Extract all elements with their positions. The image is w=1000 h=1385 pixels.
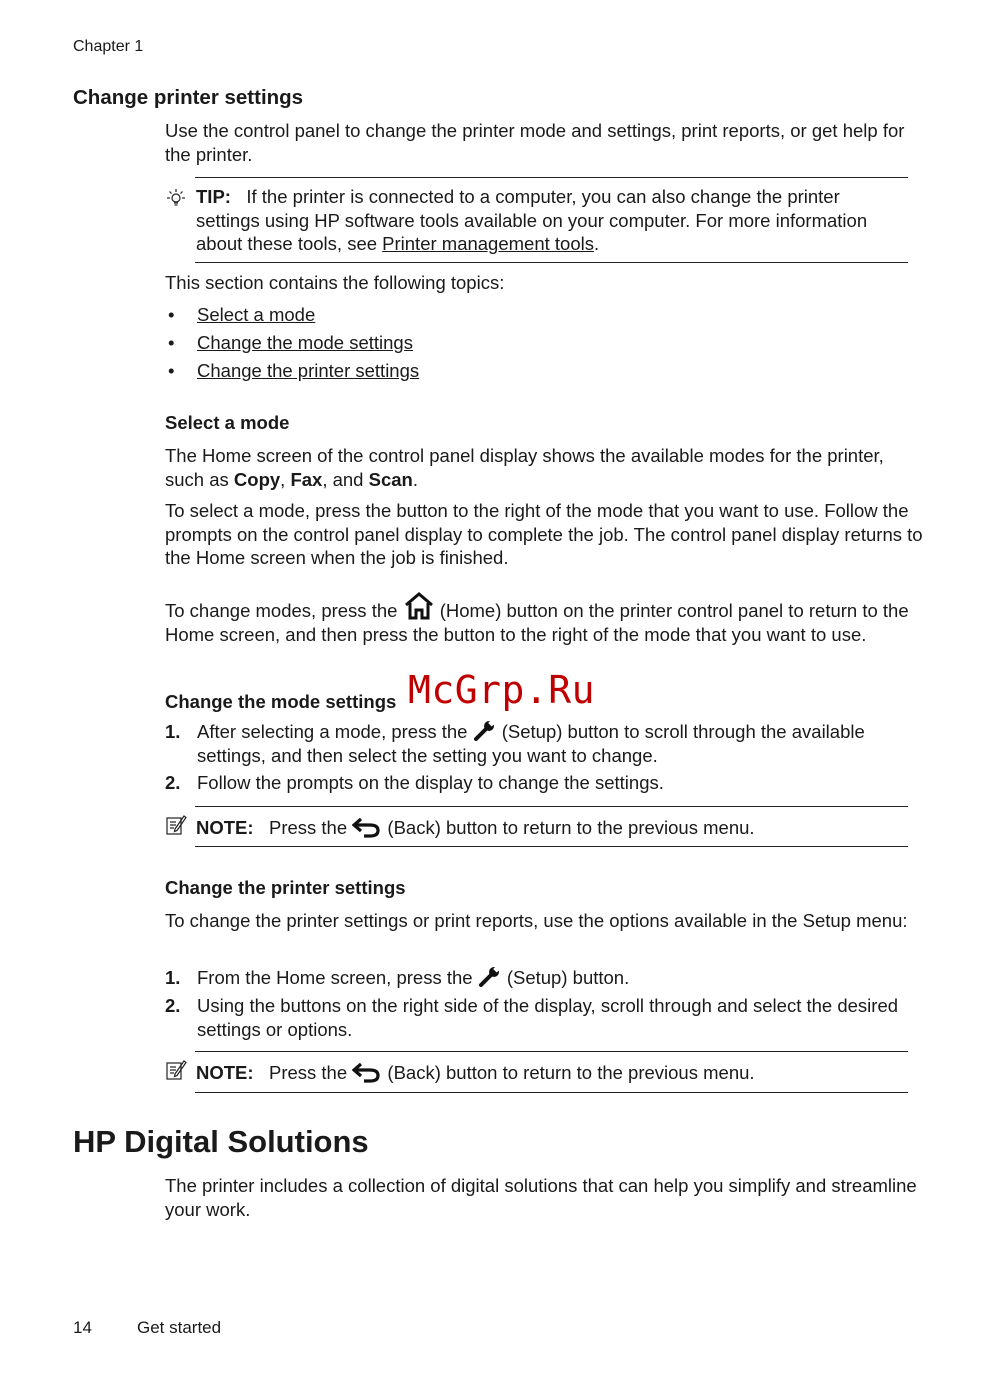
- tip-bottom-rule: [195, 262, 908, 263]
- topic-link-change-mode-settings[interactable]: Change the mode settings: [197, 332, 413, 353]
- tip-block: [196, 185, 908, 256]
- bullet: •: [168, 332, 175, 353]
- step-number: 2.: [165, 995, 181, 1016]
- note-label: NOTE:: [196, 1062, 254, 1083]
- topics-intro: This section contains the following topics:: [165, 272, 505, 293]
- back-arrow-icon: [352, 1061, 382, 1083]
- lightbulb-icon: [165, 188, 187, 210]
- tip-end: .: [594, 233, 600, 254]
- note-top-rule: [195, 806, 908, 807]
- chapter-label: Chapter 1: [73, 38, 144, 55]
- wrench-icon: [473, 720, 497, 742]
- fax-mode: Fax: [290, 468, 323, 490]
- digital-solutions-intro: The printer includes a collection of digital solutions that can help you simplify and streamline your work.: [165, 1175, 917, 1220]
- topic-link-change-printer-settings[interactable]: Change the printer settings: [197, 360, 420, 381]
- printer-settings-intro: To change the printer settings or print reports, use the options available in the Setup menu:: [165, 910, 908, 931]
- select-mode-p2: To select a mode, press the button to the right of the mode that you want to use. Follow the prompts on the control panel display to complete the job. The control panel display returns to the Home screen when the job is finished.: [165, 500, 923, 568]
- printer-step-1: From the Home screen, press the (Setup) button.: [197, 967, 630, 988]
- section-title: Change printer settings: [73, 86, 304, 109]
- printer-settings-title: Change the printer settings: [165, 877, 406, 898]
- tip-top-rule: [195, 177, 908, 178]
- printer-management-tools-link[interactable]: Printer management tools: [382, 233, 594, 254]
- step-number: 1.: [165, 721, 181, 742]
- note-block: NOTE: Press the (Back) button to return to the previous menu.: [196, 1062, 755, 1083]
- copy-mode: Copy: [233, 468, 281, 490]
- bullet: •: [168, 360, 175, 381]
- footer-section: Get started: [137, 1318, 222, 1337]
- note-label: NOTE:: [196, 817, 254, 838]
- back-arrow-icon: [352, 816, 382, 838]
- note-bottom-rule: [195, 846, 908, 847]
- tip-text: If the printer is connected to a computer, you can also change the printer settings using HP software tools available on your computer. For more information about these tools, see: [196, 186, 868, 254]
- printer-step-2: Using the buttons on the right side of the display, scroll through and select the desired settings or options.: [197, 995, 899, 1040]
- tip-label: TIP:: [196, 186, 231, 207]
- select-mode-title: Select a mode: [165, 412, 290, 433]
- note-block: NOTE: Press the (Back) button to return to the previous menu.: [196, 817, 755, 838]
- step-number: 1.: [165, 967, 181, 988]
- select-mode-p1: The Home screen of the control panel display shows the available modes for the printer, such as Copy, Fax, and Scan.: [165, 445, 884, 490]
- mode-step-1: After selecting a mode, press the (Setup) button to scroll through the available settings, and then select the setting you want to change.: [197, 721, 865, 766]
- watermark: McGrp.Ru: [408, 668, 596, 712]
- note-top-rule: [195, 1051, 908, 1052]
- mode-step-2: Follow the prompts on the display to change the settings.: [197, 772, 664, 793]
- mode-settings-title: Change the mode settings: [165, 691, 397, 712]
- page-number: 14: [73, 1318, 92, 1337]
- select-mode-p3: To change modes, press the (Home) button on the printer control panel to return to the Home screen, and then press the button to the right of the mode that you want to use.: [165, 591, 925, 646]
- note-pencil-icon: [165, 814, 187, 836]
- scan-mode: Scan: [368, 468, 413, 490]
- step-number: 2.: [165, 772, 181, 793]
- note-pencil-icon: [165, 1059, 187, 1081]
- note-bottom-rule: [195, 1092, 908, 1093]
- section-intro: Use the control panel to change the printer mode and settings, print reports, or get help for the printer.: [165, 120, 905, 165]
- bullet: •: [168, 304, 175, 325]
- home-icon: [403, 591, 435, 621]
- topic-link-select-mode[interactable]: Select a mode: [197, 304, 316, 325]
- digital-solutions-title: HP Digital Solutions: [73, 1124, 369, 1159]
- wrench-icon: [478, 966, 502, 988]
